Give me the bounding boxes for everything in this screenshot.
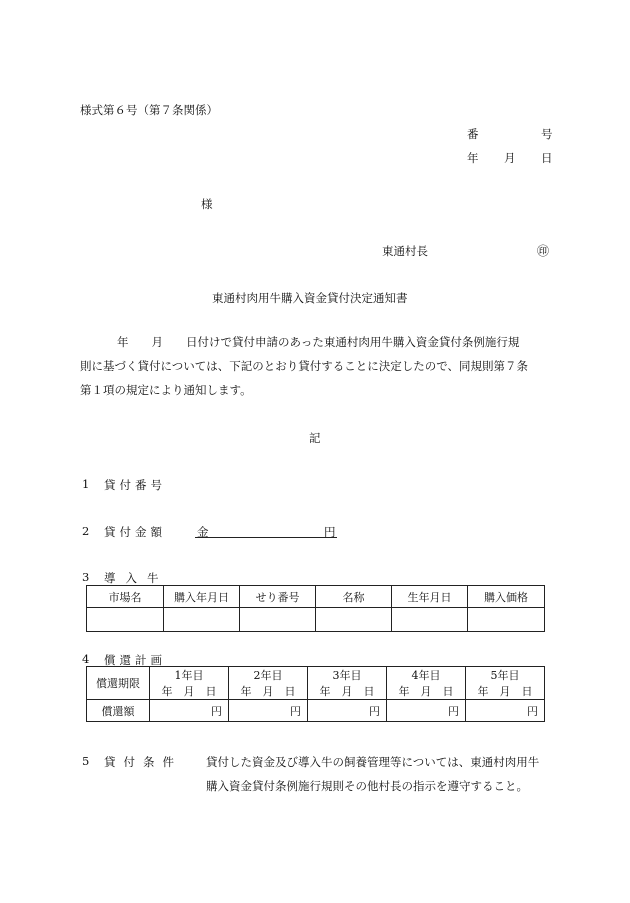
ymd-day: 日 — [363, 685, 375, 698]
header-purchase-price: 購入価格 — [468, 586, 545, 608]
cell-purchase-date — [164, 608, 240, 632]
date-day: 日 — [541, 151, 553, 165]
item3-label: 導入牛 — [104, 571, 169, 585]
ymd-day: 日 — [284, 685, 296, 698]
form-label: 様式第６号（第７条関係） — [80, 103, 218, 117]
body-line-3: 第１項の規定により通知します。 — [80, 383, 252, 397]
item4-label: 償還計画 — [104, 653, 166, 667]
sender-name: 東通村長 — [382, 244, 428, 258]
body-line-2: 則に基づく貸付については、下記のとおり貸付することに決定したので、同規則第７条 — [80, 359, 529, 373]
year-1-amount: 円 — [150, 700, 229, 722]
cattle-table-header — [87, 586, 545, 608]
repayment-period-row — [87, 667, 545, 700]
item2-number: 2 — [82, 524, 90, 538]
number-suffix: 号 — [541, 127, 553, 141]
ymd-year: 年 — [161, 685, 173, 698]
year-4-amount: 円 — [387, 700, 466, 722]
amount-underline — [195, 537, 337, 538]
year-4-ymd — [387, 683, 465, 699]
ymd-year: 年 — [240, 685, 252, 698]
header-market: 市場名 — [87, 586, 164, 608]
addressee-suffix: 様 — [201, 197, 213, 211]
repayment-amount-label: 償還額 — [87, 700, 150, 722]
amount-kin: 金 — [197, 525, 209, 539]
year-5-amount: 円 — [466, 700, 545, 722]
cattle-table — [86, 585, 545, 632]
ymd-day: 日 — [442, 685, 454, 698]
year-4-cell — [387, 667, 466, 700]
cell-market — [87, 608, 164, 632]
year-1-cell — [150, 667, 229, 700]
table-row — [87, 608, 545, 632]
header-birth-date: 生年月日 — [392, 586, 468, 608]
cell-birth-date — [392, 608, 468, 632]
ymd-year: 年 — [398, 685, 410, 698]
ymd-month: 月 — [262, 685, 274, 698]
body-line-1: 年 月 日付けで貸付申請のあった東通村肉用牛購入資金貸付条例施行規 — [117, 335, 520, 349]
cell-auction-number — [240, 608, 316, 632]
ymd-day: 日 — [205, 685, 217, 698]
cell-purchase-price — [468, 608, 545, 632]
ki-heading: 記 — [309, 431, 321, 445]
ymd-day: 日 — [521, 685, 533, 698]
item4-number: 4 — [82, 652, 90, 666]
ymd-month: 月 — [341, 685, 353, 698]
year-2-cell — [229, 667, 308, 700]
year-2-amount: 円 — [229, 700, 308, 722]
year-5-label: 5年目 — [490, 669, 520, 682]
item2-label: 貸付金額 — [104, 525, 166, 539]
cell-name — [316, 608, 392, 632]
ymd-month: 月 — [499, 685, 511, 698]
item5-text-line-2: 購入資金貸付条例施行規則その他村長の指示を遵守すること。 — [206, 779, 528, 793]
year-4-label: 4年目 — [411, 669, 441, 682]
amount-yen: 円 — [324, 525, 336, 539]
header-purchase-date: 購入年月日 — [164, 586, 240, 608]
item5-number: 5 — [82, 754, 90, 768]
year-1-label: 1年目 — [174, 669, 204, 682]
seal-mark: ㊞ — [537, 244, 550, 258]
year-5-ymd — [466, 683, 544, 699]
item5-label: 貸付条件 — [104, 755, 182, 769]
ymd-year: 年 — [477, 685, 489, 698]
ymd-month: 月 — [183, 685, 195, 698]
year-3-label: 3年目 — [332, 669, 362, 682]
ymd-year: 年 — [319, 685, 331, 698]
item1-label: 貸付番号 — [104, 478, 166, 492]
repayment-period-label: 償還期限 — [87, 667, 150, 700]
item3-number: 3 — [82, 570, 90, 584]
ymd-month: 月 — [420, 685, 432, 698]
year-1-ymd — [150, 683, 228, 699]
header-auction-number: せり番号 — [240, 586, 316, 608]
document-title: 東通村肉用牛購入資金貸付決定通知書 — [212, 291, 408, 305]
repayment-amount-row — [87, 700, 545, 722]
number-label: 番 — [467, 127, 479, 141]
item1-number: 1 — [82, 477, 90, 491]
year-5-cell — [466, 667, 545, 700]
header-name: 名称 — [316, 586, 392, 608]
year-2-ymd — [229, 683, 307, 699]
date-year: 年 — [467, 151, 479, 165]
date-month: 月 — [504, 151, 516, 165]
year-3-amount: 円 — [308, 700, 387, 722]
repayment-table — [86, 666, 545, 722]
year-3-ymd — [308, 683, 386, 699]
year-2-label: 2年目 — [253, 669, 283, 682]
year-3-cell — [308, 667, 387, 700]
item5-text-line-1: 貸付した資金及び導入牛の飼養管理等については、東通村肉用牛 — [206, 755, 540, 769]
